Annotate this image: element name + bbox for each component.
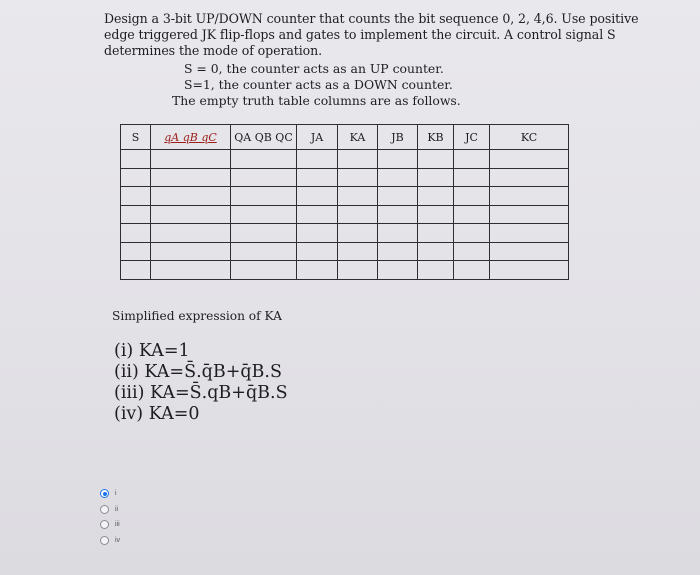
radio-unselected-icon[interactable] xyxy=(100,536,109,545)
header-jb: JB xyxy=(378,125,418,150)
answer-choice-label: iii xyxy=(115,521,120,529)
header-kc: KC xyxy=(490,125,569,150)
option-i: (i) KA=1 xyxy=(114,341,190,361)
radio-selected-icon[interactable] xyxy=(100,489,109,498)
table-row xyxy=(121,168,569,187)
condition-down: S=1, the counter acts as a DOWN counter. xyxy=(184,77,453,92)
answer-radio-group xyxy=(100,486,120,548)
options-list xyxy=(114,341,288,425)
prompt-text: Simplified expression of KA xyxy=(112,309,282,323)
header-s: S xyxy=(121,125,151,150)
header-jc: JC xyxy=(454,125,490,150)
answer-choice-label: iv xyxy=(115,536,121,544)
truth-table xyxy=(120,124,569,280)
table-row xyxy=(121,242,569,261)
answer-choice-label: i xyxy=(115,490,117,498)
header-ja: JA xyxy=(297,125,338,150)
header-kb: KB xyxy=(418,125,454,150)
option-iv: (iv) KA=0 xyxy=(114,404,200,424)
option-ii: (ii) KA=S̄.q̄B+q̄B.S xyxy=(114,362,282,382)
answer-choice-iv[interactable] xyxy=(100,533,120,549)
table-row xyxy=(121,187,569,206)
table-note: The empty truth table columns are as follows. xyxy=(172,93,461,108)
header-next-state: QA QB QC xyxy=(231,125,297,150)
header-ka: KA xyxy=(338,125,378,150)
radio-unselected-icon[interactable] xyxy=(100,505,109,514)
answer-choice-iii[interactable] xyxy=(100,517,120,533)
answer-choice-i[interactable] xyxy=(100,486,120,502)
answer-choice-label: ii xyxy=(115,505,119,513)
table-row xyxy=(121,261,569,280)
radio-unselected-icon[interactable] xyxy=(100,520,109,529)
table-row xyxy=(121,150,569,169)
condition-up: S = 0, the counter acts as an UP counter. xyxy=(184,61,444,76)
table-row xyxy=(121,205,569,224)
table-header-row xyxy=(121,125,569,150)
answer-choice-ii[interactable] xyxy=(100,502,120,518)
conditions xyxy=(172,61,472,109)
question-text: Design a 3-bit UP/DOWN counter that counts the bit sequence 0, 2, 4,6. Use positive edge triggered JK flip-flops and gates to implement the circuit. A control signal S determines the mode of operation. xyxy=(104,11,639,58)
option-iii: (iii) KA=S̄.qB+q̄B.S xyxy=(114,383,288,403)
table-row xyxy=(121,224,569,243)
header-present-state: qA qB qC xyxy=(151,125,231,150)
